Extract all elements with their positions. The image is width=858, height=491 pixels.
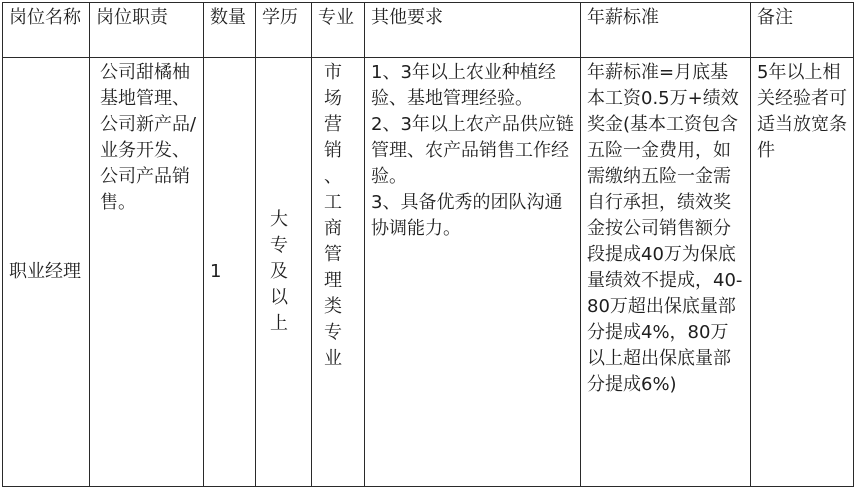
header-education: 学历 — [256, 3, 312, 58]
requirement-item: 1、3年以上农业种植经验、基地管理经验。 — [371, 62, 556, 109]
job-table — [2, 2, 854, 487]
cell-salary: 年薪标准=月底基本工资0.5万+绩效奖金(基本工资包含五险一金费用，如需缴纳五险一金需自行承担，绩效奖金按公司销售额分段提成40万为保底量绩效不提成，40-80万超出保底量部分提成4%，80万以上超出保底量部分提成6%) — [581, 58, 751, 487]
header-duties: 岗位职责 — [90, 3, 204, 58]
cell-requirements — [365, 58, 581, 487]
table-row — [3, 58, 854, 487]
requirement-item: 2、3年以上农产品供应链管理、农产品销售工作经验。 — [371, 114, 574, 187]
header-note: 备注 — [751, 3, 854, 58]
header-salary: 年薪标准 — [581, 3, 751, 58]
requirement-item: 3、具备优秀的团队沟通协调能力。 — [371, 192, 563, 239]
table-header-row — [3, 3, 854, 58]
header-position-name: 岗位名称 — [3, 3, 90, 58]
header-requirements: 其他要求 — [365, 3, 581, 58]
cell-quantity: 1 — [204, 58, 256, 487]
header-quantity: 数量 — [204, 3, 256, 58]
cell-education: 大专及以上 — [256, 58, 312, 487]
cell-position: 职业经理 — [3, 58, 90, 487]
cell-note: 5年以上相关经验者可适当放宽条件 — [751, 58, 854, 487]
cell-duties: 公司甜橘柚基地管理、公司新产品/业务开发、公司产品销售。 — [90, 58, 204, 487]
header-major: 专业 — [312, 3, 365, 58]
cell-major: 市场营销、工商管理类专业 — [312, 58, 365, 487]
